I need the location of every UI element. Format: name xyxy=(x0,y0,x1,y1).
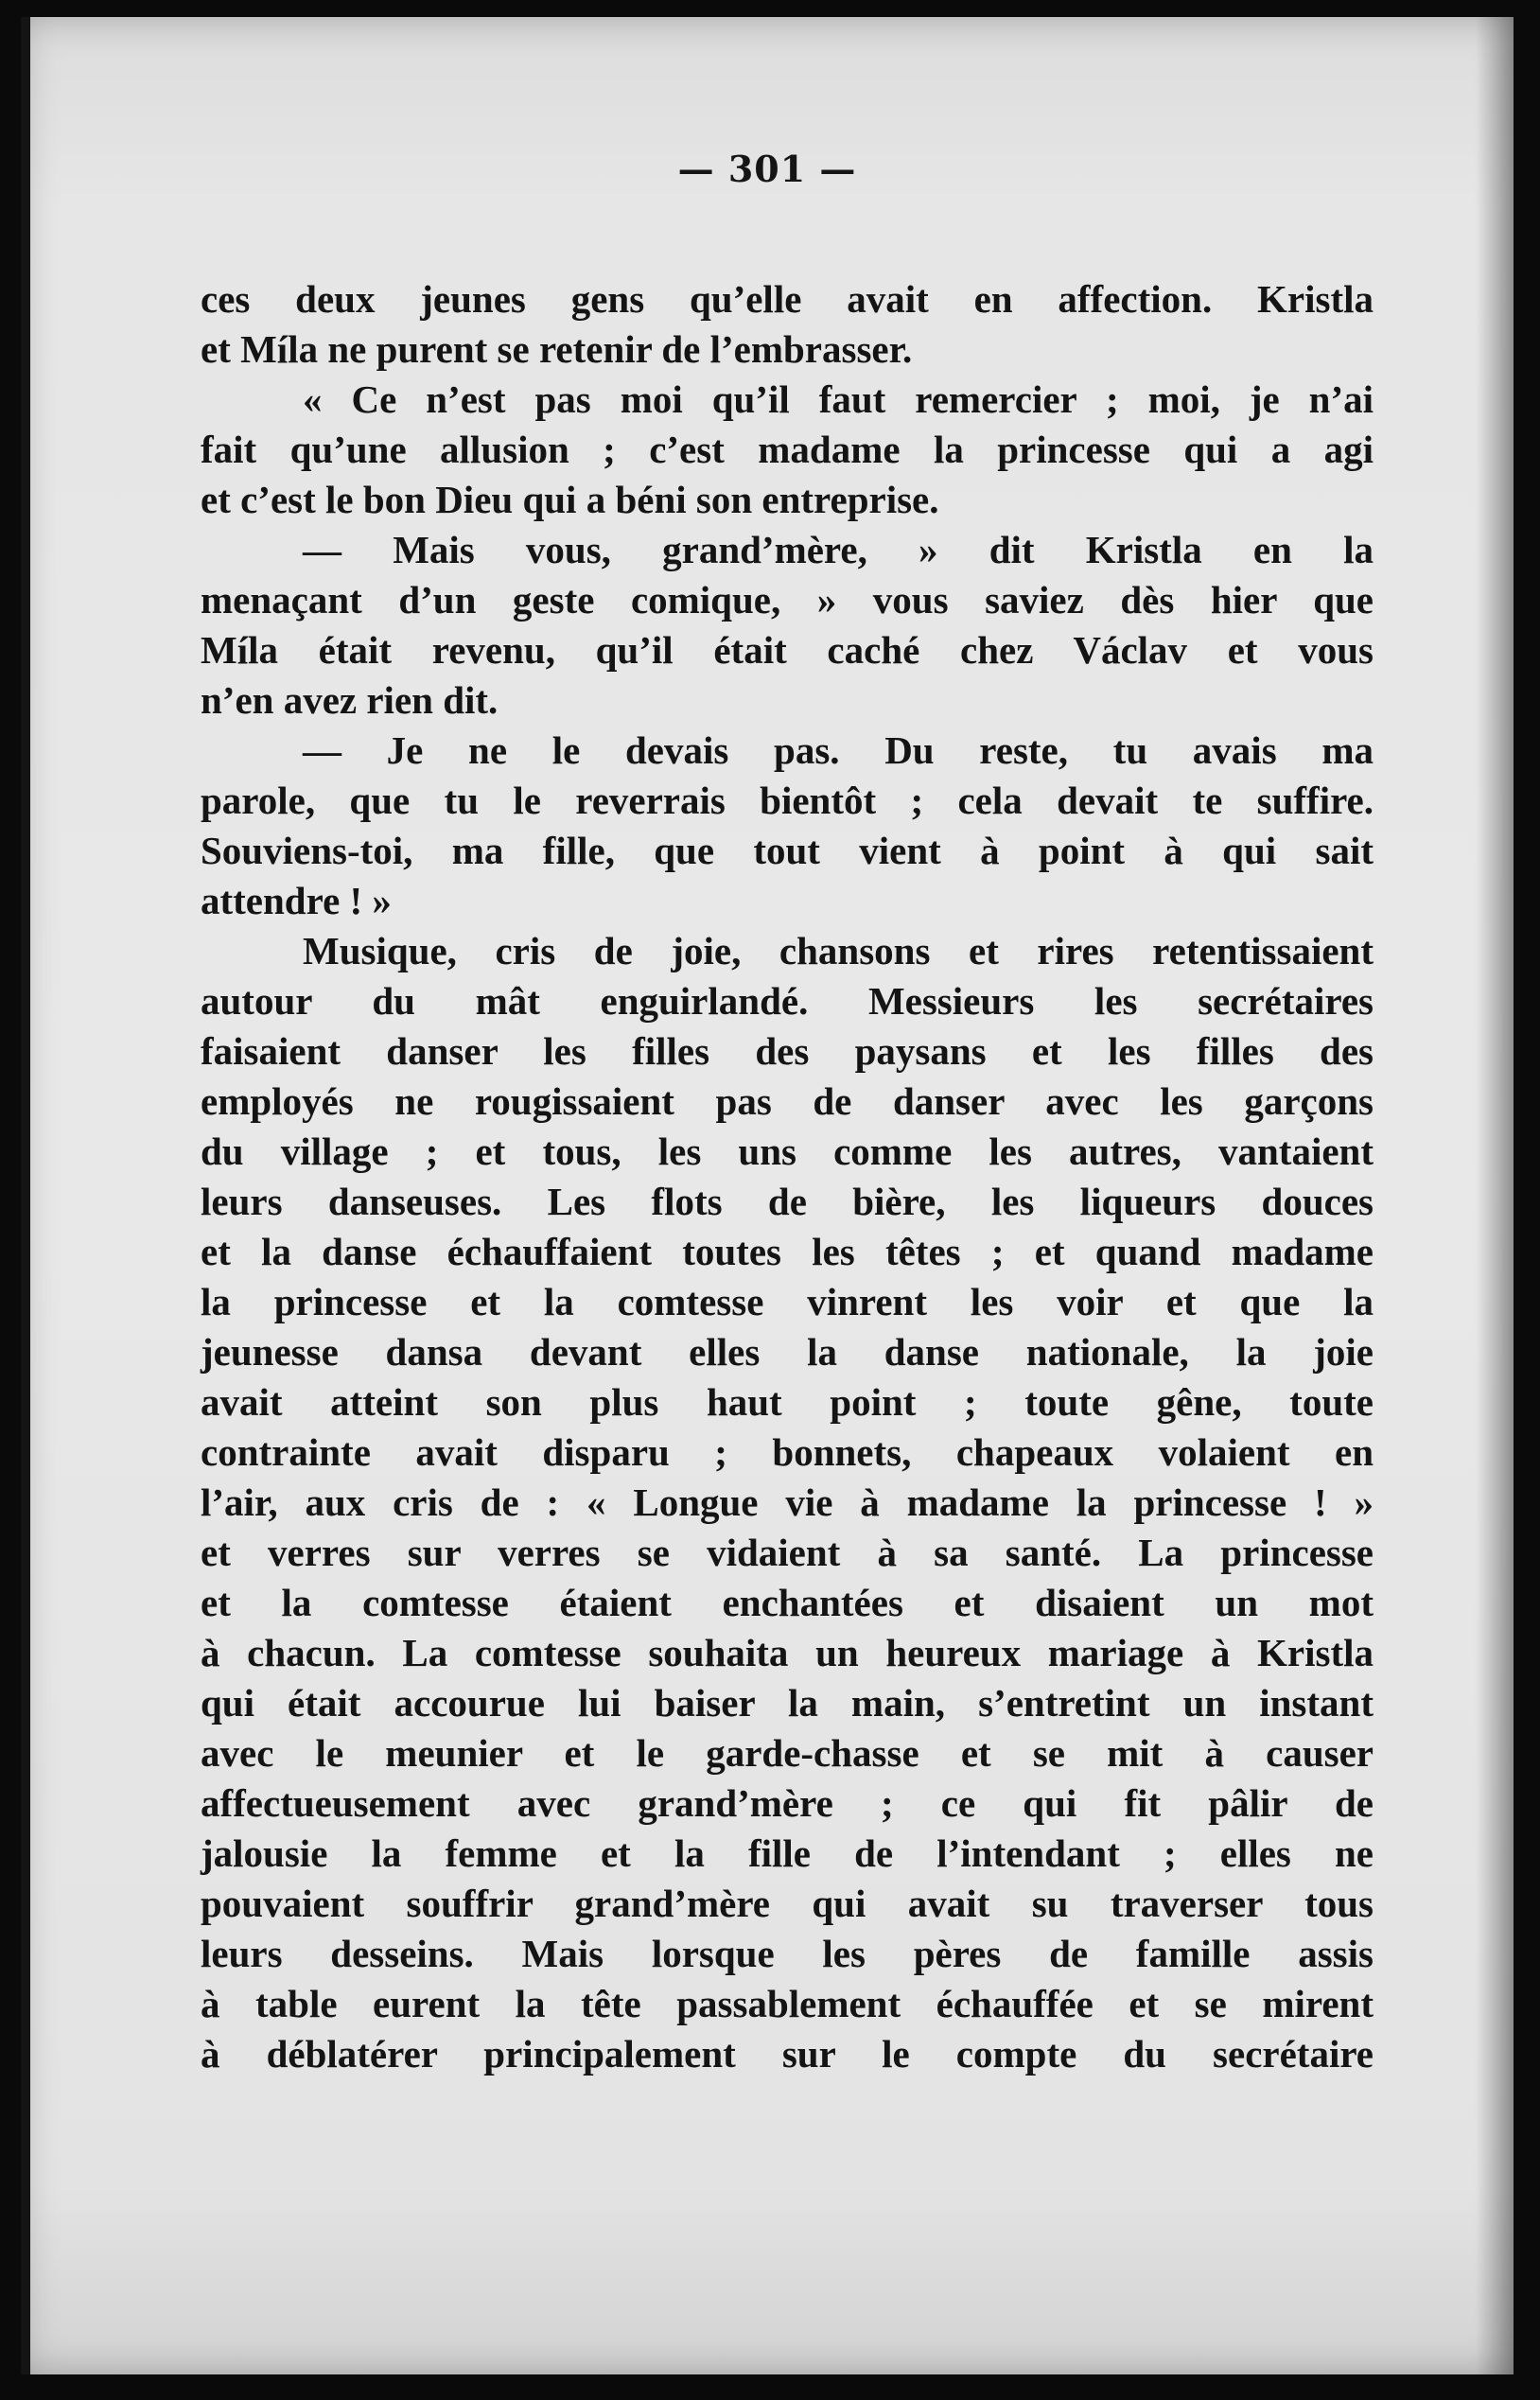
text-line: n’en avez rien dit. xyxy=(201,678,499,722)
book-page xyxy=(21,17,1514,2374)
text-line: et la comtesse étaient enchantées et disaient un mot xyxy=(201,1581,1374,1624)
text-line: — Je ne le devais pas. Du reste, tu avais ma xyxy=(303,728,1374,772)
text-line: Musique, cris de joie, chansons et rires retentissaient xyxy=(303,929,1374,972)
page-binding-edge xyxy=(21,17,30,2374)
body-text xyxy=(201,274,1374,2079)
text-line: jalousie la femme et la fille de l’intendant ; elles ne xyxy=(201,1831,1374,1875)
text-line: et la danse échauffaient toutes les têtes ; et quand madame xyxy=(201,1230,1374,1273)
text-line: et c’est le bon Dieu qui a béni son entreprise. xyxy=(201,478,939,521)
text-line: pouvaient souffrir grand’mère qui avait su traverser tous xyxy=(201,1882,1374,1925)
text-line: menaçant d’un geste comique, » vous saviez dès hier que xyxy=(201,578,1374,622)
text-line: parole, que tu le reverrais bientôt ; cela devait te suffire. xyxy=(201,779,1374,822)
text-line: à déblatérer principalement sur le compte du secrétaire xyxy=(201,2032,1374,2076)
text-line: ces deux jeunes gens qu’elle avait en affection. Kristla xyxy=(201,277,1374,321)
text-line: jeunesse dansa devant elles la danse nationale, la joie xyxy=(201,1330,1374,1374)
text-line: — Mais vous, grand’mère, » dit Kristla en la xyxy=(303,528,1374,571)
text-line: autour du mât enguirlandé. Messieurs les secrétaires xyxy=(201,979,1374,1023)
text-line: du village ; et tous, les uns comme les autres, vantaient xyxy=(201,1130,1374,1173)
text-line: avait atteint son plus haut point ; toute gêne, toute xyxy=(201,1380,1374,1424)
text-line: Souviens-toi, ma fille, que tout vient à point à qui sait xyxy=(201,829,1374,872)
text-line: la princesse et la comtesse vinrent les voir et que la xyxy=(201,1280,1374,1323)
text-line: attendre ! » xyxy=(201,879,392,922)
text-line: qui était accourue lui baiser la main, s’entretint un instant xyxy=(201,1681,1374,1725)
text-line: « Ce n’est pas moi qu’il faut remercier ; moi, je n’ai xyxy=(303,377,1374,421)
text-line: et Míla ne purent se retenir de l’embrasser. xyxy=(201,327,913,371)
text-line: faisaient danser les filles des paysans et les filles des xyxy=(201,1029,1374,1073)
text-line: Míla était revenu, qu’il était caché chez Václav et vous xyxy=(201,628,1374,672)
text-line: à chacun. La comtesse souhaita un heureux mariage à Kristla xyxy=(201,1631,1374,1674)
text-line: et verres sur verres se vidaient à sa santé. La princesse xyxy=(201,1531,1374,1574)
text-line: employés ne rougissaient pas de danser avec les garçons xyxy=(201,1079,1374,1123)
text-line: à table eurent la tête passablement échauffée et se mirent xyxy=(201,1982,1374,2025)
text-line: leurs desseins. Mais lorsque les pères de famille assis xyxy=(201,1932,1374,1975)
text-line: contrainte avait disparu ; bonnets, chapeaux volaient en xyxy=(201,1430,1374,1474)
text-line: avec le meunier et le garde-chasse et se mit à causer xyxy=(201,1731,1374,1775)
text-line: l’air, aux cris de : « Longue vie à madame la princesse ! » xyxy=(201,1480,1374,1524)
text-line: leurs danseuses. Les flots de bière, les liqueurs douces xyxy=(201,1180,1374,1223)
page-shadow-edge xyxy=(1476,17,1514,2374)
page-number: — 301 — xyxy=(677,148,857,190)
text-line: affectueusement avec grand’mère ; ce qui fit pâlir de xyxy=(201,1781,1374,1825)
text-line: fait qu’une allusion ; c’est madame la princesse qui a agi xyxy=(201,428,1374,471)
